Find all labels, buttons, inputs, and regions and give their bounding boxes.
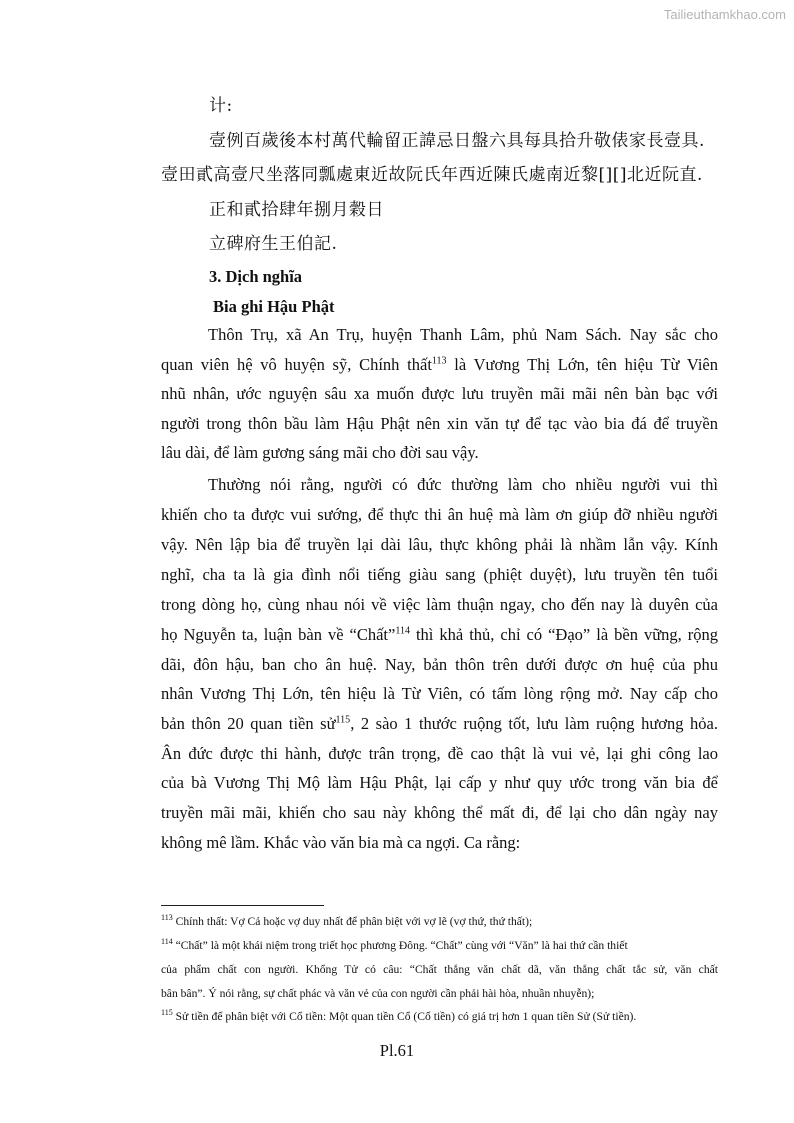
footnote-114-line-3: bân bân”. Ý nói rằng, sự chất phác và văn vẻ của con người cần phải hài hòa, nhuần nhuyễn); — [161, 987, 595, 1000]
para2-line-9 — [161, 709, 718, 739]
footnote-divider — [161, 905, 324, 906]
footnote-number: 114 — [161, 937, 173, 947]
original-line-1: 壹例百歲後本村萬代輪留正諱忌日盤六具每具拾升敬俵家長壹具. — [209, 131, 705, 151]
footnote-text: Chính thất: Vợ Cả hoặc vợ duy nhất để phân biệt với vợ lẽ (vợ thứ, thứ thất); — [175, 915, 533, 928]
original-date: 正和貳拾肆年捌月穀日 — [209, 200, 384, 220]
footnote-text: Sử tiền để phân biệt với Cổ tiền: Một quan tiền Cổ (Cổ tiền) có giá trị hơn 1 quan tiền Sử (Sử tiền). — [175, 1010, 637, 1023]
para2-line-5: trong dòng họ, cùng nhau nói về việc làm thuận ngay, cho đến nay là duyên của — [161, 595, 718, 614]
footnote-ref-115: 115 — [335, 714, 351, 726]
original-line-2: 壹田貳高壹尺坐落同瓢處東近故阮氏年西近陳氏處南近黎[][]北近阮直. — [161, 165, 703, 185]
para1-line-3: nhũ nhân, ước nguyện sâu xa muốn được lưu truyền mãi mãi nên bàn bạc với — [161, 384, 718, 403]
para1-line-2-start: quan viên hệ vô huyện sỹ, Chính thất — [161, 355, 432, 374]
para2-line-7: dãi, đôn hậu, ban cho ân huệ. Nay, bản thôn trên dưới được ơn huệ của phu — [161, 655, 718, 674]
para1-line-2-end: là Vương Thị Lớn, tên hiệu Từ Viên — [454, 355, 719, 374]
footnote-number: 113 — [161, 913, 173, 923]
para2-line-1: Thường nói rằng, người có đức thường làm cho nhiều người vui thì — [208, 475, 718, 494]
ke-label: 计: — [209, 96, 233, 116]
para2-line-3: vậy. Nên lập bia để truyền lại dài lâu, thực không phải là nhầm lẫn vậy. Kính — [161, 535, 718, 554]
para1-line-1: Thôn Trụ, xã An Trụ, huyện Thanh Lâm, phủ Nam Sách. Nay sắc cho — [208, 325, 718, 344]
inscription-title: Bia ghi Hậu Phật — [213, 297, 335, 316]
section-heading: 3. Dịch nghĩa — [209, 267, 303, 286]
footnote-number: 115 — [161, 1008, 173, 1018]
footnote-ref-114: 114 — [395, 625, 410, 637]
para2-line-6-end: thì khả thủ, chỉ có “Đạo” là bền vững, rộng — [415, 625, 718, 644]
para1-line-4: người trong thôn bầu làm Hậu Phật nên xin văn tự để tạc vào bia đá để truyền — [161, 414, 718, 433]
footnote-114-line-2: của phẩm chất con người. Khổng Tử có câu: “Chất thắng văn chất dã, văn thắng chất tắc sử, văn chất — [161, 963, 718, 976]
footnote-text: “Chất” là một khái niệm trong triết học phương Đông. “Chất” cùng với “Văn” là hai thứ cần thiết — [175, 939, 628, 952]
footnote-114 — [161, 934, 718, 958]
footnote-ref-113: 113 — [431, 355, 447, 367]
para2-line-4: nghĩ, cha ta là gia đình nổi tiếng giàu sang (phiệt duyệt), lưu truyền tên tuổi — [161, 565, 718, 584]
footnote-115 — [161, 1005, 718, 1029]
para2-line-13: không mê lầm. Khắc vào văn bia mà ca ngợi. Ca rằng: — [161, 833, 521, 852]
para2-line-6 — [161, 620, 718, 650]
para2-line-10: Ân đức được thi hành, được trân trọng, đề cao thật là vui vẻ, lại ghi công lao — [161, 744, 718, 763]
para2-line-12: truyền mãi mãi, khiến cho sau này không thể mất đi, để lại cho dân ngày nay — [161, 803, 718, 822]
para2-line-2: khiến cho ta được vui sướng, để thực thi ân huệ mà làm ơn giúp đỡ nhiều người — [161, 505, 718, 524]
para2-line-9-start: bản thôn 20 quan tiền sử — [161, 714, 336, 733]
para2-line-11: của bà Vương Thị Mộ làm Hậu Phật, lại cấp y như quy ước trong văn bia để — [161, 773, 718, 792]
para1-line-2 — [161, 350, 718, 380]
para2-line-8: nhân Vương Thị Lớn, tên hiệu là Từ Viên, có tấm lòng rộng mở. Nay cấp cho — [161, 684, 718, 703]
page-number: Pl.61 — [379, 1041, 415, 1060]
para2-line-6-start: họ Nguyễn ta, luận bàn về “Chất” — [161, 625, 396, 644]
watermark: Tailieuthamkhao.com — [663, 7, 786, 22]
footnote-113 — [161, 910, 718, 934]
para1-line-5: lâu dài, để làm gương sáng mãi cho đời sau vậy. — [161, 443, 479, 462]
original-author: 立碑府生王伯記. — [209, 234, 338, 254]
para2-line-9-end: , 2 sào 1 thước ruộng tốt, lưu làm ruộng hương hỏa. — [350, 714, 718, 733]
